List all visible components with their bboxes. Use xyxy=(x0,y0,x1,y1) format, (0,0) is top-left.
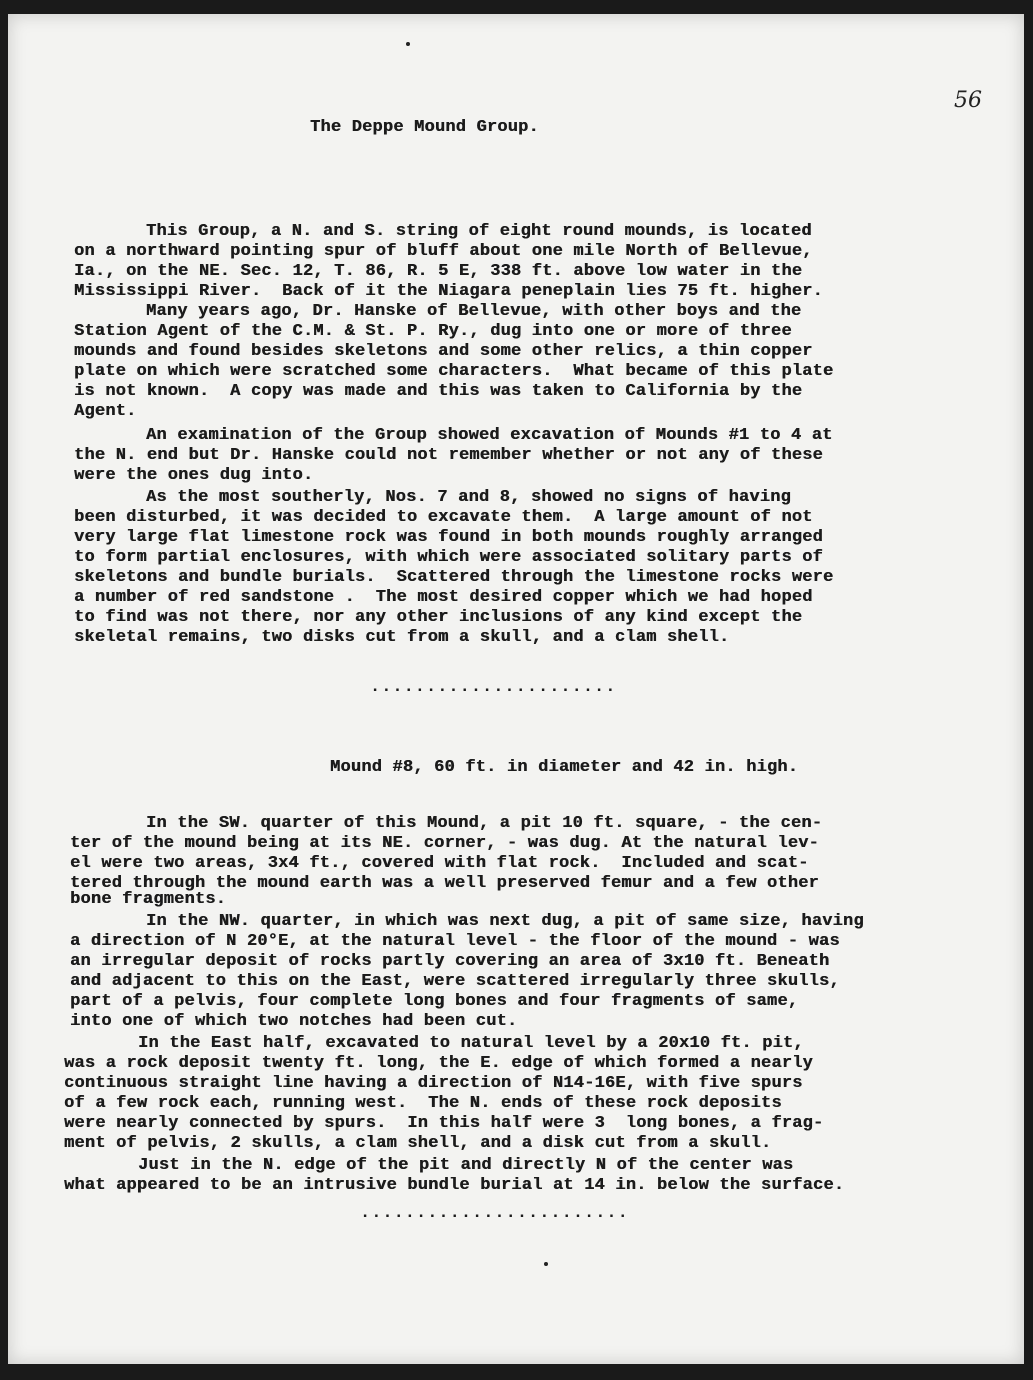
text-line: ter of the mound being at its NE. corner, - was dug. At the natural lev- xyxy=(70,834,819,853)
separator-dots: ........................ xyxy=(360,1204,629,1223)
text-line: plate on which were scratched some characters. What became of this plate xyxy=(74,362,834,381)
text-line: into one of which two notches had been cut. xyxy=(70,1012,518,1031)
text-line: a direction of N 20°E, at the natural level - the floor of the mound - was xyxy=(70,932,840,951)
text-line: what appeared to be an intrusive bundle burial at 14 in. below the surface. xyxy=(64,1176,845,1195)
text-line: Ia., on the NE. Sec. 12, T. 86, R. 5 E, 338 ft. above low water in the xyxy=(74,262,803,281)
text-line: bone fragments. xyxy=(70,890,227,909)
text-line: on a northward pointing spur of bluff about one mile North of Bellevue, xyxy=(74,242,813,261)
text-line: tered through the mound earth was a well preserved femur and a few other xyxy=(70,874,819,893)
text-line: continuous straight line having a direction of N14-16E, with five spurs xyxy=(64,1074,803,1093)
text-line: is not known. A copy was made and this was taken to California by the xyxy=(74,382,803,401)
text-line: An examination of the Group showed excavation of Mounds #1 to 4 at xyxy=(146,426,833,445)
page-number: 56 xyxy=(954,88,982,113)
text-line: In the NW. quarter, in which was next dug, a pit of same size, having xyxy=(146,912,864,931)
text-line: the N. end but Dr. Hanske could not remember whether or not any of these xyxy=(74,446,823,465)
text-line: ment of pelvis, 2 skulls, a clam shell, and a disk cut from a skull. xyxy=(64,1134,772,1153)
text-line: Station Agent of the C.M. & St. P. Ry., dug into one or more of three xyxy=(74,322,792,341)
text-line: was a rock deposit twenty ft. long, the E. edge of which formed a nearly xyxy=(64,1054,813,1073)
text-line: In the East half, excavated to natural level by a 20x10 ft. pit, xyxy=(138,1034,804,1053)
text-line: mounds and found besides skeletons and some other relics, a thin copper xyxy=(74,342,813,361)
text-line: very large flat limestone rock was found in both mounds roughly arranged xyxy=(74,528,823,547)
ink-speck xyxy=(406,42,410,46)
text-line: part of a pelvis, four complete long bones and four fragments of same, xyxy=(70,992,799,1011)
text-line: Agent. xyxy=(74,402,137,421)
text-line: el were two areas, 3x4 ft., covered with flat rock. Included and scat- xyxy=(70,854,809,873)
text-line: skeletal remains, two disks cut from a skull, and a clam shell. xyxy=(74,628,730,647)
text-line: an irregular deposit of rocks partly covering an area of 3x10 ft. Beneath xyxy=(70,952,830,971)
text-line: were nearly connected by spurs. In this half were 3 long bones, a frag- xyxy=(64,1114,824,1133)
text-line: been disturbed, it was decided to excavate them. A large amount of not xyxy=(74,508,813,527)
document-title: The Deppe Mound Group. xyxy=(310,118,539,137)
text-line: Mississippi River. Back of it the Niagara peneplain lies 75 ft. higher. xyxy=(74,282,823,301)
section-heading: Mound #8, 60 ft. in diameter and 42 in. high. xyxy=(330,758,799,777)
text-line: were the ones dug into. xyxy=(74,466,314,485)
text-line: a number of red sandstone . The most desired copper which we had hoped xyxy=(74,588,813,607)
text-line: Just in the N. edge of the pit and directly N of the center was xyxy=(138,1156,794,1175)
ink-speck xyxy=(544,1262,548,1266)
text-line: skeletons and bundle burials. Scattered through the limestone rocks were xyxy=(74,568,834,587)
text-line: to form partial enclosures, with which were associated solitary parts of xyxy=(74,548,823,567)
separator-dots: ...................... xyxy=(370,678,617,697)
text-line: and adjacent to this on the East, were scattered irregularly three skulls, xyxy=(70,972,840,991)
text-line: of a few rock each, running west. The N. ends of these rock deposits xyxy=(64,1094,782,1113)
text-line: As the most southerly, Nos. 7 and 8, showed no signs of having xyxy=(146,488,791,507)
document-page xyxy=(8,14,1024,1364)
text-line: Many years ago, Dr. Hanske of Bellevue, with other boys and the xyxy=(146,302,802,321)
text-line: In the SW. quarter of this Mound, a pit 10 ft. square, - the cen- xyxy=(146,814,823,833)
text-line: This Group, a N. and S. string of eight round mounds, is located xyxy=(146,222,812,241)
text-line: to find was not there, nor any other inclusions of any kind except the xyxy=(74,608,803,627)
